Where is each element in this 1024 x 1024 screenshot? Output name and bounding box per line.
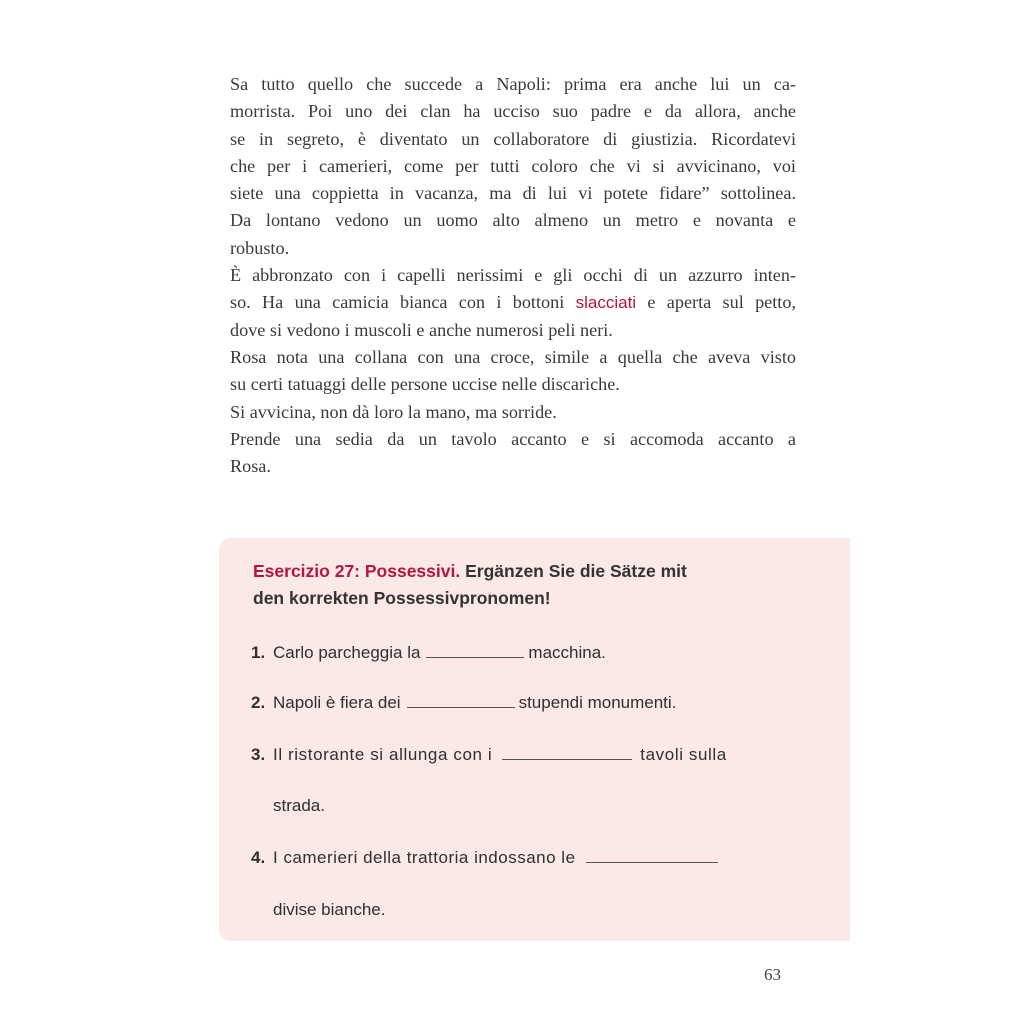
page-number: 63 bbox=[764, 965, 781, 984]
item-text: stupendi monumenti. bbox=[518, 693, 677, 712]
text-line: su certi tatuaggi delle persone uccise nelle discariche. bbox=[230, 374, 620, 395]
exercise-box bbox=[219, 538, 850, 941]
text-segment: so. Ha una camicia bianca con i bottoni bbox=[230, 292, 565, 313]
answer-blank[interactable] bbox=[407, 706, 515, 708]
item-number: 4. bbox=[251, 848, 266, 867]
exercise-item bbox=[251, 693, 676, 713]
text-line: robusto. bbox=[230, 237, 290, 258]
item-text: Carlo parcheggia la bbox=[273, 643, 421, 662]
text-line: Si avvicina, non dà loro la mano, ma sorride. bbox=[230, 401, 557, 422]
text-line: Sa tutto quello che succede a Napoli: prima era anche lui un ca- bbox=[230, 74, 796, 94]
item-number: 2. bbox=[251, 693, 266, 712]
text-line-highlight bbox=[230, 289, 796, 316]
text-line: che per i camerieri, come per tutti coloro che vi si avvicinano, voi bbox=[230, 155, 796, 176]
text-line: siete una coppietta in vacanza, ma di lui vi potete fidare” sottolinea. bbox=[230, 183, 796, 204]
exercise-item bbox=[251, 643, 606, 663]
item-continuation: divise bianche. bbox=[273, 900, 386, 919]
item-text: Napoli è fiera dei bbox=[273, 693, 401, 712]
exercise-item bbox=[251, 745, 727, 765]
item-number: 1. bbox=[251, 643, 266, 662]
exercise-item bbox=[251, 848, 722, 868]
text-line: morrista. Poi uno dei clan ha ucciso suo padre e da allora, anche bbox=[230, 101, 796, 122]
text-line: Rosa nota una collana con una croce, simile a quella che aveva visto bbox=[230, 346, 796, 367]
answer-blank[interactable] bbox=[586, 861, 718, 863]
item-number: 3. bbox=[251, 745, 266, 764]
exercise-label: Esercizio 27: Possessivi. bbox=[253, 561, 461, 581]
text-segment: e aperta sul petto, bbox=[647, 292, 796, 313]
exercise-heading bbox=[253, 558, 813, 612]
item-text: Il ristorante si allunga con i bbox=[273, 745, 493, 764]
item-text: tavoli sulla bbox=[640, 745, 727, 764]
story-text bbox=[230, 71, 796, 480]
item-continuation: strada. bbox=[273, 796, 325, 815]
text-line: dove si vedono i muscoli e anche numerosi peli neri. bbox=[230, 319, 613, 340]
text-line: Rosa. bbox=[230, 456, 271, 477]
item-text: I camerieri della trattoria indossano le bbox=[273, 848, 576, 867]
answer-blank[interactable] bbox=[502, 758, 632, 760]
exercise-instruction: Ergänzen Sie die Sätze mit bbox=[465, 561, 687, 581]
item-text: macchina. bbox=[528, 643, 606, 662]
answer-blank[interactable] bbox=[426, 656, 524, 658]
highlighted-word: slacciati bbox=[575, 293, 637, 313]
text-line: Da lontano vedono un uomo alto almeno un metro e novanta e bbox=[230, 210, 796, 231]
text-line: se in segreto, è diventato un collaboratore di giustizia. Ricordatevi bbox=[230, 128, 796, 149]
exercise-instruction-continued: den korrekten Possessivpronomen! bbox=[253, 588, 551, 608]
text-line: Prende una sedia da un tavolo accanto e si accomoda accanto a bbox=[230, 428, 796, 449]
text-line: È abbronzato con i capelli nerissimi e gli occhi di un azzurro inten- bbox=[230, 265, 796, 286]
